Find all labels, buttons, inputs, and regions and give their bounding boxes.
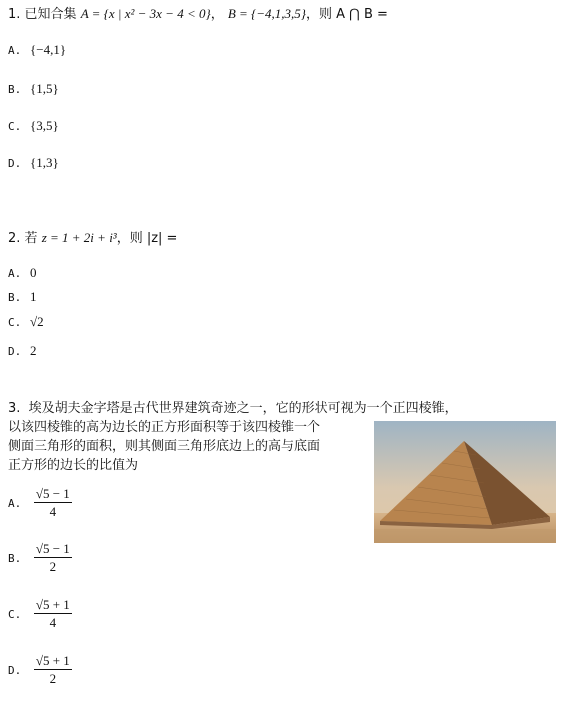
question-3-line-4: 正方形的边长的比值为 bbox=[8, 458, 139, 473]
fraction-numerator: √5 + 1 bbox=[35, 597, 70, 612]
q1-set-b: B = {−4,1,3,5} bbox=[227, 6, 306, 21]
question-3-line-3: 侧面三角形的面积，则其侧面三角形底边上的高与底面 bbox=[8, 439, 321, 454]
q1-option-a[interactable] bbox=[8, 42, 66, 58]
fraction-numerator: √5 − 1 bbox=[35, 486, 70, 501]
q3-option-a[interactable] bbox=[8, 486, 72, 520]
option-letter: C. bbox=[8, 607, 22, 621]
option-letter: C. bbox=[8, 120, 22, 133]
option-fraction bbox=[34, 653, 72, 687]
option-letter: A. bbox=[8, 267, 22, 280]
q2-option-d[interactable] bbox=[8, 343, 37, 359]
option-value: {3,5} bbox=[30, 118, 59, 133]
q1-option-d[interactable] bbox=[8, 155, 59, 171]
option-letter: A. bbox=[8, 44, 22, 57]
option-value: {1,5} bbox=[30, 81, 59, 96]
option-letter: C. bbox=[8, 316, 22, 329]
q1-prefix: 已知合集 bbox=[24, 7, 77, 22]
q1-number: 1. bbox=[8, 7, 21, 22]
question-1-stem bbox=[8, 4, 388, 25]
q3-number: 3. bbox=[8, 401, 21, 416]
option-value: 2 bbox=[30, 343, 37, 358]
question-2-stem bbox=[8, 228, 177, 249]
option-letter: B. bbox=[8, 291, 22, 304]
q1-option-b[interactable] bbox=[8, 81, 59, 97]
option-fraction bbox=[34, 541, 72, 575]
q3-text-line: 埃及胡夫金字塔是古代世界建筑奇迹之一，它的形状可视为一个正四棱锥， bbox=[28, 401, 458, 416]
option-value: 0 bbox=[30, 265, 37, 280]
option-fraction bbox=[34, 597, 72, 631]
q2-expr: z = 1 + 2i + i³ bbox=[41, 230, 117, 245]
q2-option-a[interactable] bbox=[8, 265, 37, 281]
q2-ask: ，则 |z| = bbox=[116, 231, 178, 246]
fraction-numerator: √5 + 1 bbox=[35, 653, 70, 668]
q2-prefix: 若 bbox=[24, 231, 38, 246]
option-letter: B. bbox=[8, 551, 22, 565]
option-letter: B. bbox=[8, 83, 22, 96]
option-value: √2 bbox=[30, 314, 44, 329]
q3-option-c[interactable] bbox=[8, 597, 72, 631]
question-3-line-2: 以该四棱锥的高为边长的正方形面积等于该四棱锥一个 bbox=[8, 420, 321, 435]
q1-option-c[interactable] bbox=[8, 118, 59, 134]
q2-option-b[interactable] bbox=[8, 289, 37, 305]
q2-number: 2. bbox=[8, 231, 21, 246]
option-letter: D. bbox=[8, 663, 22, 677]
fraction-denominator: 4 bbox=[49, 504, 57, 519]
option-letter: D. bbox=[8, 157, 22, 170]
fraction-numerator: √5 − 1 bbox=[35, 541, 70, 556]
fraction-denominator: 2 bbox=[49, 559, 57, 574]
fraction-denominator: 4 bbox=[49, 615, 57, 630]
option-letter: A. bbox=[8, 496, 22, 510]
q2-option-c[interactable] bbox=[8, 314, 44, 330]
q3-option-d[interactable] bbox=[8, 653, 72, 687]
q1-sep: ， bbox=[210, 7, 224, 22]
q1-set-a: A = {x | x² − 3x − 4 < 0} bbox=[80, 6, 211, 21]
fraction-denominator: 2 bbox=[49, 671, 57, 686]
option-value: 1 bbox=[30, 289, 37, 304]
option-fraction bbox=[34, 486, 72, 520]
q3-option-b[interactable] bbox=[8, 541, 72, 575]
question-3-line-1 bbox=[8, 400, 458, 417]
q1-ask: ，则 A ⋂ B = bbox=[305, 7, 388, 22]
option-value: {1,3} bbox=[30, 155, 59, 170]
pyramid-photo bbox=[374, 421, 556, 543]
option-value: {−4,1} bbox=[30, 42, 67, 57]
option-letter: D. bbox=[8, 345, 22, 358]
